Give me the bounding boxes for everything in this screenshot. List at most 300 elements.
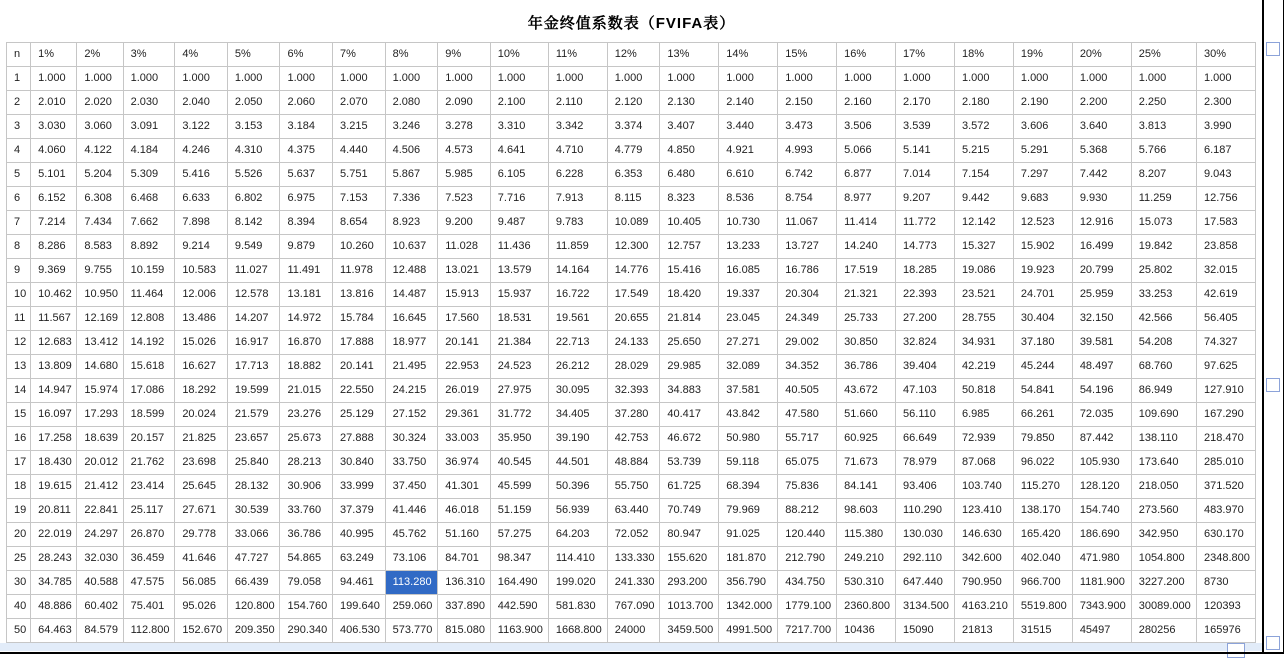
factor-cell: 199.020 [548,571,607,595]
factor-cell: 3134.500 [896,595,955,619]
factor-cell: 8.654 [333,211,386,235]
column-header: 4% [175,43,228,67]
factor-cell: 20.157 [123,427,175,451]
factor-cell: 16.097 [31,403,77,427]
column-header: n [7,43,31,67]
table-row [7,115,1256,139]
factor-cell: 66.649 [896,427,955,451]
factor-cell: 25.840 [227,451,280,475]
factor-cell: 10.159 [123,259,175,283]
factor-cell: 8.323 [660,187,719,211]
factor-cell: 7343.900 [1072,595,1131,619]
factor-cell: 120393 [1196,595,1255,619]
factor-cell: 6.480 [660,163,719,187]
factor-cell: 88.212 [778,499,837,523]
factor-cell: 79.058 [280,571,333,595]
factor-cell: 29.778 [175,523,228,547]
factor-cell: 4.122 [77,139,123,163]
factor-cell: 483.970 [1196,499,1255,523]
factor-cell: 3.246 [385,115,438,139]
factor-cell: 75.401 [123,595,175,619]
table-row [7,595,1256,619]
factor-cell: 114.410 [548,547,607,571]
factor-cell: 1163.900 [490,619,548,643]
factor-cell: 42.219 [954,355,1013,379]
scrollbar-thumb[interactable] [1266,378,1280,392]
factor-cell: 2348.800 [1196,547,1255,571]
factor-cell: 27.271 [719,331,778,355]
factor-cell: 7.434 [77,211,123,235]
factor-cell: 14.972 [280,307,333,331]
factor-cell: 74.327 [1196,331,1255,355]
factor-cell: 6.468 [123,187,175,211]
factor-cell: 19.561 [548,307,607,331]
table-row [7,523,1256,547]
table-body [7,67,1256,643]
factor-cell: 24.297 [77,523,123,547]
row-period: 25 [7,547,31,571]
factor-cell: 7.523 [438,187,491,211]
factor-cell: 3.990 [1196,115,1255,139]
factor-cell: 16.786 [778,259,837,283]
factor-cell: 342.950 [1131,523,1196,547]
bottom-edge-line [0,652,1284,654]
row-period: 16 [7,427,31,451]
fvifa-table [6,42,1256,643]
factor-cell: 84.701 [438,547,491,571]
factor-cell: 1.000 [123,67,175,91]
factor-cell: 24.523 [490,355,548,379]
factor-cell: 12.169 [77,307,123,331]
factor-cell: 17.293 [77,403,123,427]
factor-cell: 24.215 [385,379,438,403]
factor-cell: 1181.900 [1072,571,1131,595]
factor-cell: 1.000 [607,67,660,91]
factor-cell: 4.375 [280,139,333,163]
row-period: 15 [7,403,31,427]
vertical-scrollbar-track[interactable] [1262,0,1284,652]
row-period: 7 [7,211,31,235]
factor-cell: 130.030 [896,523,955,547]
factor-cell: 51.159 [490,499,548,523]
factor-cell: 209.350 [227,619,280,643]
table-row [7,379,1256,403]
factor-cell: 6.877 [837,163,896,187]
factor-cell: 26.212 [548,355,607,379]
factor-cell: 1.000 [954,67,1013,91]
factor-cell: 33.253 [1131,283,1196,307]
factor-cell: 34.785 [31,571,77,595]
column-header: 17% [896,43,955,67]
factor-cell: 1.000 [719,67,778,91]
factor-cell: 1.000 [385,67,438,91]
factor-cell: 91.025 [719,523,778,547]
column-header: 3% [123,43,175,67]
factor-cell: 21.412 [77,475,123,499]
factor-cell: 10436 [837,619,896,643]
factor-cell: 1.000 [227,67,280,91]
factor-cell: 22.713 [548,331,607,355]
factor-cell: 45497 [1072,619,1131,643]
factor-cell: 10.950 [77,283,123,307]
factor-cell: 50.396 [548,475,607,499]
factor-cell: 23.045 [719,307,778,331]
factor-cell: 20.024 [175,403,228,427]
header-row [7,43,1256,67]
factor-cell: 44.501 [548,451,607,475]
factor-cell: 30.095 [548,379,607,403]
factor-cell: 2.180 [954,91,1013,115]
factor-cell: 45.762 [385,523,438,547]
factor-cell: 32.393 [607,379,660,403]
factor-cell: 14.207 [227,307,280,331]
factor-cell: 42.566 [1131,307,1196,331]
factor-cell: 7.214 [31,211,77,235]
table-row [7,451,1256,475]
factor-cell: 54.841 [1013,379,1072,403]
factor-cell: 32.030 [77,547,123,571]
factor-cell: 7.442 [1072,163,1131,187]
factor-cell: 218.050 [1131,475,1196,499]
factor-cell: 1.000 [333,67,386,91]
factor-cell: 15.416 [660,259,719,283]
factor-cell: 21.762 [123,451,175,475]
factor-cell: 1.000 [1196,67,1255,91]
factor-cell: 3.374 [607,115,660,139]
factor-cell: 35.950 [490,427,548,451]
factor-cell: 51.660 [837,403,896,427]
column-header: 14% [719,43,778,67]
factor-cell: 15.327 [954,235,1013,259]
table-row [7,307,1256,331]
factor-cell: 27.975 [490,379,548,403]
factor-cell: 9.879 [280,235,333,259]
factor-cell: 7.716 [490,187,548,211]
factor-cell: 8.892 [123,235,175,259]
factor-cell: 48.886 [31,595,77,619]
factor-cell: 15090 [896,619,955,643]
factor-cell: 9.369 [31,259,77,283]
factor-cell: 22.550 [333,379,386,403]
table-row [7,331,1256,355]
factor-cell: 30.404 [1013,307,1072,331]
factor-cell: 154.740 [1072,499,1131,523]
factor-cell: 5.526 [227,163,280,187]
factor-cell: 56.110 [896,403,955,427]
factor-cell: 30.539 [227,499,280,523]
factor-cell: 9.755 [77,259,123,283]
factor-cell: 1.000 [490,67,548,91]
factor-cell: 23.521 [954,283,1013,307]
factor-cell: 13.021 [438,259,491,283]
factor-cell: 1.000 [280,67,333,91]
factor-cell: 8.286 [31,235,77,259]
column-header: 1% [31,43,77,67]
factor-cell: 1779.100 [778,595,837,619]
factor-cell: 8.583 [77,235,123,259]
factor-cell: 6.152 [31,187,77,211]
factor-cell: 4991.500 [719,619,778,643]
factor-cell: 5.368 [1072,139,1131,163]
factor-cell: 8.923 [385,211,438,235]
factor-cell: 24.701 [1013,283,1072,307]
factor-cell: 7.898 [175,211,228,235]
factor-cell: 28.029 [607,355,660,379]
factor-cell: 9.200 [438,211,491,235]
factor-cell: 530.310 [837,571,896,595]
factor-cell: 155.620 [660,547,719,571]
factor-cell: 1054.800 [1131,547,1196,571]
row-period: 8 [7,235,31,259]
factor-cell: 22.019 [31,523,77,547]
column-header: 19% [1013,43,1072,67]
factor-cell: 33.750 [385,451,438,475]
factor-cell: 20.141 [333,355,386,379]
factor-cell: 6.742 [778,163,837,187]
factor-cell: 41.301 [438,475,491,499]
row-period: 12 [7,331,31,355]
factor-cell: 25.959 [1072,283,1131,307]
factor-cell: 120.800 [227,595,280,619]
factor-cell: 20.655 [607,307,660,331]
factor-cell: 24000 [607,619,660,643]
factor-cell: 3.606 [1013,115,1072,139]
factor-cell: 40.588 [77,571,123,595]
factor-cell: 8730 [1196,571,1255,595]
factor-cell: 34.931 [954,331,1013,355]
factor-cell: 19.337 [719,283,778,307]
factor-cell: 43.842 [719,403,778,427]
factor-cell: 3.153 [227,115,280,139]
factor-cell: 259.060 [385,595,438,619]
factor-cell: 4.440 [333,139,386,163]
factor-cell: 16.722 [548,283,607,307]
factor-cell: 2360.800 [837,595,896,619]
factor-cell: 112.800 [123,619,175,643]
factor-cell: 37.581 [719,379,778,403]
factor-cell: 17.560 [438,307,491,331]
column-header: 18% [954,43,1013,67]
factor-cell: 47.727 [227,547,280,571]
row-period: 18 [7,475,31,499]
column-header: 30% [1196,43,1255,67]
factor-cell: 68.760 [1131,355,1196,379]
row-period: 4 [7,139,31,163]
factor-cell: 5.416 [175,163,228,187]
factor-cell: 56.939 [548,499,607,523]
factor-cell: 23.858 [1196,235,1255,259]
bottom-corner-box[interactable] [1227,643,1245,658]
factor-cell: 23.698 [175,451,228,475]
factor-cell: 14.487 [385,283,438,307]
factor-cell: 32.150 [1072,307,1131,331]
factor-cell: 3.030 [31,115,77,139]
column-header: 12% [607,43,660,67]
factor-cell: 8.207 [1131,163,1196,187]
factor-cell: 10.089 [607,211,660,235]
factor-cell: 402.040 [1013,547,1072,571]
factor-cell: 33.760 [280,499,333,523]
table-row [7,163,1256,187]
column-header: 7% [333,43,386,67]
factor-cell: 70.749 [660,499,719,523]
factor-cell: 105.930 [1072,451,1131,475]
factor-cell: 30.906 [280,475,333,499]
row-period: 3 [7,115,31,139]
factor-cell: 27.152 [385,403,438,427]
factor-cell: 292.110 [896,547,955,571]
factor-cell: 273.560 [1131,499,1196,523]
factor-cell: 22.841 [77,499,123,523]
factor-cell: 9.487 [490,211,548,235]
factor-cell: 8.142 [227,211,280,235]
factor-cell: 13.412 [77,331,123,355]
factor-cell: 16.645 [385,307,438,331]
factor-cell: 54.196 [1072,379,1131,403]
factor-cell: 6.105 [490,163,548,187]
column-header: 20% [1072,43,1131,67]
row-period: 5 [7,163,31,187]
factor-cell: 16.085 [719,259,778,283]
factor-cell: 71.673 [837,451,896,475]
factor-cell: 3.473 [778,115,837,139]
factor-cell: 25.129 [333,403,386,427]
factor-cell: 47.580 [778,403,837,427]
factor-cell: 2.100 [490,91,548,115]
factor-cell: 36.459 [123,547,175,571]
factor-cell: 17.086 [123,379,175,403]
row-period: 1 [7,67,31,91]
factor-cell: 13.486 [175,307,228,331]
factor-cell: 28.132 [227,475,280,499]
factor-cell: 15.784 [333,307,386,331]
factor-cell: 9.207 [896,187,955,211]
factor-cell: 18.531 [490,307,548,331]
factor-cell: 9.043 [1196,163,1255,187]
factor-cell: 22.953 [438,355,491,379]
factor-cell: 43.672 [837,379,896,403]
factor-cell: 18.285 [896,259,955,283]
factor-cell: 4.060 [31,139,77,163]
factor-cell: 7.913 [548,187,607,211]
factor-cell: 1.000 [77,67,123,91]
factor-cell: 55.750 [607,475,660,499]
scrollbar-bottom-box[interactable] [1266,636,1280,650]
factor-cell: 12.808 [123,307,175,331]
factor-cell: 32.015 [1196,259,1255,283]
factor-cell: 2.140 [719,91,778,115]
factor-cell: 6.633 [175,187,228,211]
factor-cell: 7.154 [954,163,1013,187]
factor-cell: 25.802 [1131,259,1196,283]
factor-cell: 5.985 [438,163,491,187]
factor-cell: 15.937 [490,283,548,307]
factor-cell: 1.000 [31,67,77,91]
factor-cell: 63.440 [607,499,660,523]
factor-cell: 22.393 [896,283,955,307]
factor-cell: 84.579 [77,619,123,643]
factor-cell: 4.246 [175,139,228,163]
row-period: 6 [7,187,31,211]
factor-cell: 17.583 [1196,211,1255,235]
factor-cell: 78.979 [896,451,955,475]
factor-cell: 14.164 [548,259,607,283]
factor-cell: 1.000 [896,67,955,91]
factor-cell: 17.888 [333,331,386,355]
factor-cell: 51.160 [438,523,491,547]
factor-cell: 5.751 [333,163,386,187]
table-row [7,403,1256,427]
factor-cell: 406.530 [333,619,386,643]
factor-cell: 60.402 [77,595,123,619]
factor-cell: 41.446 [385,499,438,523]
factor-cell: 356.790 [719,571,778,595]
row-period: 9 [7,259,31,283]
factor-cell: 241.330 [607,571,660,595]
factor-cell: 46.018 [438,499,491,523]
factor-cell: 5.637 [280,163,333,187]
factor-cell: 14.773 [896,235,955,259]
factor-cell: 40.545 [490,451,548,475]
factor-cell: 3.539 [896,115,955,139]
factor-cell: 18.882 [280,355,333,379]
table-row [7,283,1256,307]
factor-cell: 12.683 [31,331,77,355]
factor-cell: 5.204 [77,163,123,187]
factor-cell: 10.462 [31,283,77,307]
factor-cell: 1342.000 [719,595,778,619]
factor-cell: 1.000 [548,67,607,91]
factor-cell: 11.028 [438,235,491,259]
factor-cell: 13.181 [280,283,333,307]
factor-cell: 1.000 [438,67,491,91]
factor-cell: 21.579 [227,403,280,427]
factor-cell: 8.754 [778,187,837,211]
factor-cell: 18.420 [660,283,719,307]
factor-cell: 123.410 [954,499,1013,523]
factor-cell: 12.300 [607,235,660,259]
factor-cell: 4163.210 [954,595,1013,619]
scrollbar-top-box[interactable] [1266,42,1280,56]
factor-cell: 2.160 [837,91,896,115]
table-row [7,427,1256,451]
factor-cell: 3.215 [333,115,386,139]
table-row [7,355,1256,379]
factor-cell: 12.578 [227,283,280,307]
factor-cell: 290.340 [280,619,333,643]
factor-cell: 30089.000 [1131,595,1196,619]
factor-cell: 3.310 [490,115,548,139]
factor-cell: 61.725 [660,475,719,499]
factor-cell: 2.110 [548,91,607,115]
factor-cell: 26.019 [438,379,491,403]
factor-cell: 1.000 [1131,67,1196,91]
row-period: 19 [7,499,31,523]
factor-cell: 11.259 [1131,187,1196,211]
factor-cell: 25.117 [123,499,175,523]
factor-cell: 27.671 [175,499,228,523]
factor-cell: 19.923 [1013,259,1072,283]
factor-cell: 63.249 [333,547,386,571]
factor-cell: 53.739 [660,451,719,475]
factor-cell: 32.824 [896,331,955,355]
factor-cell: 21.321 [837,283,896,307]
factor-cell: 6.985 [954,403,1013,427]
factor-cell: 12.523 [1013,211,1072,235]
factor-cell: 471.980 [1072,547,1131,571]
factor-cell: 2.040 [175,91,228,115]
factor-cell: 75.836 [778,475,837,499]
